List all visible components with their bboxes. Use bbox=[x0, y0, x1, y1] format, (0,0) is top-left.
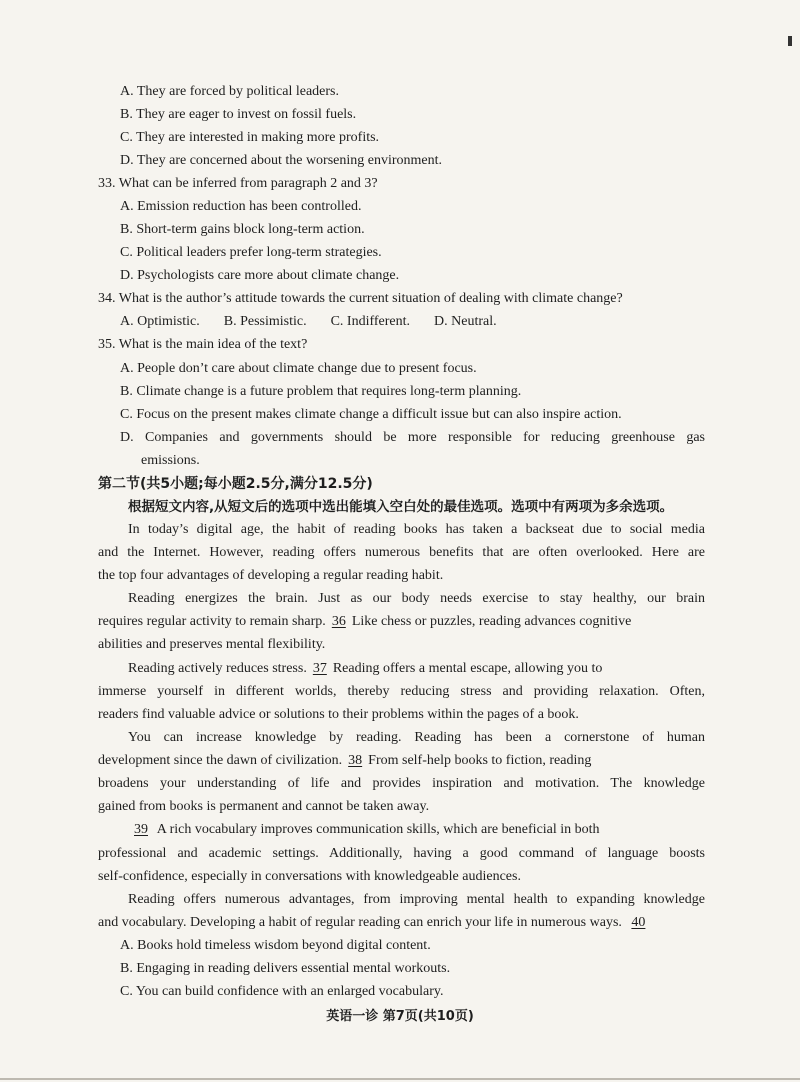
p1-line3: the top four advantages of developing a regular reading habit. bbox=[98, 568, 444, 583]
q35-option-b: B. Climate change is a future problem that requires long-term planning. bbox=[120, 384, 522, 399]
q32-option-a: A. They are forced by political leaders. bbox=[120, 84, 339, 99]
p4-line2 bbox=[98, 752, 591, 770]
p3-text-before-blank: Reading actively reduces stress. bbox=[128, 661, 307, 676]
q34-option-b: B. Pessimistic. bbox=[223, 314, 307, 329]
p3-text-after-blank: Reading offers a mental escape, allowing you to bbox=[332, 661, 603, 676]
blank-38[interactable]: 38 bbox=[348, 753, 363, 768]
p3-line3: readers find valuable advice or solutions to their problems within the pages of a book. bbox=[98, 707, 579, 722]
q33-option-b: B. Short-term gains block long-term action. bbox=[120, 222, 365, 237]
section-heading: 第二节(共5小题;每小题2.5分,满分12.5分) bbox=[98, 476, 373, 492]
p1-line1: In today’s digital age, the habit of reading books has taken a backseat due to social media bbox=[128, 522, 705, 537]
q34-option-c: C. Indifferent. bbox=[330, 314, 411, 329]
q33-option-d: D. Psychologists care more about climate change. bbox=[120, 268, 400, 283]
p5-text-after-blank: A rich vocabulary improves communication skills, which are beneficial in both bbox=[156, 822, 600, 837]
q33-stem: 33. What can be inferred from paragraph 2 and 3? bbox=[98, 176, 378, 191]
page-footer: 英语一诊 第7页(共10页) bbox=[326, 1009, 474, 1024]
blank-36[interactable]: 36 bbox=[331, 614, 346, 629]
blank-37[interactable]: 37 bbox=[312, 661, 327, 676]
p4-text-after-blank: From self-help books to fiction, reading bbox=[368, 753, 592, 768]
p2-text-after-blank: Like chess or puzzles, reading advances cognitive bbox=[351, 614, 632, 629]
q35-stem: 35. What is the main idea of the text? bbox=[98, 337, 308, 352]
scan-bottom-edge bbox=[0, 1078, 800, 1080]
p5-line2: professional and academic settings. Additionally, having a good command of language boosts bbox=[98, 846, 705, 861]
p6-text-before-blank: and vocabulary. Developing a habit of regular reading can enrich your life in numerous ways. bbox=[98, 915, 622, 930]
q34-options bbox=[120, 313, 521, 331]
p1-line2: and the Internet. However, reading offers numerous benefits that are often overlooked. Here are bbox=[98, 545, 705, 560]
p2-line1: Reading energizes the brain. Just as our body needs exercise to stay healthy, our brain bbox=[128, 591, 705, 606]
q35-option-d: D. Companies and governments should be more responsible for reducing greenhouse gas bbox=[120, 430, 705, 445]
q33-option-a: A. Emission reduction has been controlled. bbox=[120, 199, 362, 214]
scan-edge-mark bbox=[788, 36, 792, 46]
p2-text-before-blank: requires regular activity to remain sharp. bbox=[98, 614, 326, 629]
p4-line4: gained from books is permanent and cannot be taken away. bbox=[98, 799, 430, 814]
q35-option-d-cont: emissions. bbox=[141, 453, 200, 468]
p2-line3: abilities and preserves mental flexibility. bbox=[98, 637, 326, 652]
q35-option-a: A. People don’t care about climate change due to present focus. bbox=[120, 361, 477, 376]
blank-40[interactable]: 40 bbox=[631, 915, 646, 930]
gap-option-a: A. Books hold timeless wisdom beyond digital content. bbox=[120, 938, 431, 953]
q32-option-d: D. They are concerned about the worsening environment. bbox=[120, 153, 443, 168]
q34-stem: 34. What is the author’s attitude towards the current situation of dealing with climate change? bbox=[98, 291, 623, 306]
q34-option-a: A. Optimistic. bbox=[120, 314, 200, 329]
p6-line2 bbox=[98, 914, 651, 932]
p3-line2: immerse yourself in different worlds, thereby reducing stress and providing relaxation. Often, bbox=[98, 684, 705, 699]
p2-line2 bbox=[98, 613, 705, 631]
section-instruction: 根据短文内容,从短文后的选项中选出能填入空白处的最佳选项。选项中有两项为多余选项。 bbox=[128, 499, 674, 515]
q33-option-c: C. Political leaders prefer long-term strategies. bbox=[120, 245, 382, 260]
p4-line3: broadens your understanding of life and provides inspiration and motivation. The knowledge bbox=[98, 776, 705, 791]
p5-line1 bbox=[128, 821, 600, 839]
q35-option-c: C. Focus on the present makes climate change a difficult issue but can also inspire action. bbox=[120, 407, 622, 422]
p3-line1 bbox=[128, 660, 602, 678]
gap-option-c: C. You can build confidence with an enlarged vocabulary. bbox=[120, 984, 444, 999]
p4-text-before-blank: development since the dawn of civilization. bbox=[98, 753, 343, 768]
q32-option-b: B. They are eager to invest on fossil fuels. bbox=[120, 107, 357, 122]
q34-option-d: D. Neutral. bbox=[434, 314, 497, 329]
q32-option-c: C. They are interested in making more profits. bbox=[120, 130, 380, 145]
p5-line3: self-confidence, especially in conversations with knowledgeable audiences. bbox=[98, 869, 521, 884]
blank-39[interactable]: 39 bbox=[134, 822, 148, 837]
p4-line1: You can increase knowledge by reading. Reading has been a cornerstone of human bbox=[128, 730, 705, 745]
gap-option-b: B. Engaging in reading delivers essential mental workouts. bbox=[120, 961, 451, 976]
p6-line1: Reading offers numerous advantages, from improving mental health to expanding knowledge bbox=[128, 892, 705, 907]
